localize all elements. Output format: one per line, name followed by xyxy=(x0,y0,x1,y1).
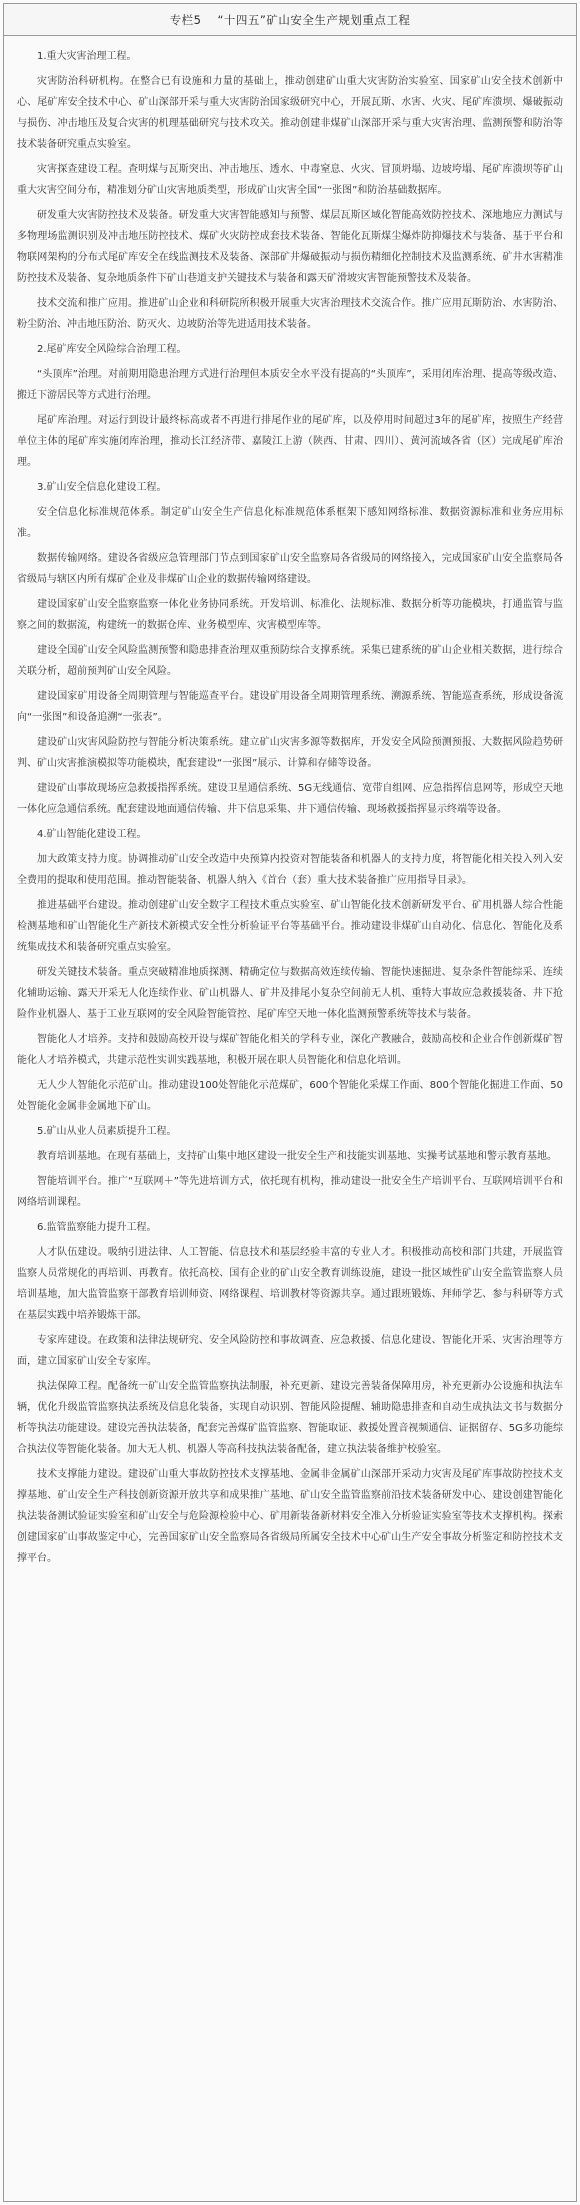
body-paragraph: 建设国家矿山安全监察监察一体化业务协同系统。开发培训、标准化、法规标准、数据分析等功能模块，打通监管与监察之间的数据流，构建统一的数据仓库、业务模型库、灾害模型库等。 xyxy=(17,599,563,631)
body-paragraph: 智能培训平台。推广“互联网＋”等先进培训方式，依托现有机构，推动建设一批安全生产培训平台、互联网培训平台和网络培训课程。 xyxy=(17,1176,563,1208)
column-body xyxy=(4,36,576,1569)
body-paragraph: 推进基础平台建设。推动创建矿山安全数字工程技术重点实验室、矿山智能化技术创新研发平台、矿用机器人综合性能检测基地和矿山智能化生产新技术新模式安全性分析验证平台等基础平台。推动建设非煤矿山自动化、信息化、智能化及系统集成技术和装备研究重点实验室。 xyxy=(17,900,563,953)
body-paragraph: 研发重大灾害防控技术及装备。研发重大灾害智能感知与预警、煤层瓦斯区域化智能高效防控技术、深地地应力测试与多物理场监测识别及冲击地压防控技术、煤矿火灾防控成套技术装备、智能化瓦斯煤尘爆炸防抑爆技术与装备、基于平台和物联网架构的分布式尾矿库安全在线监测技术及装备、深部矿井爆破振动与损伤精细化控制技术及监测系统、矿井水害精准防控技术及装备、复杂地质条件下矿山巷道支护关键技术与装备和露天矿滑坡灾害智能预警技术及装备。 xyxy=(17,210,563,284)
section-heading: 6.监管监察能力提升工程。 xyxy=(37,1222,157,1233)
body-paragraph: 建设矿山事故现场应急救援指挥系统。建设卫星通信系统、5G无线通信、宽带自组网、应急指挥信息网等，形成空天地一体化应急通信系统。配套建设地面通信传输、井下信息采集、井下通信传输、现场救援指挥显示终端等设备。 xyxy=(17,783,563,815)
body-paragraph: 建设矿山灾害风险防控与智能分析决策系统。建立矿山灾害多源等数据库，开发安全风险预测预报、大数据风险趋势研判、矿山灾害推演模拟等功能模块，配套建设“一张图”展示、计算和存储等设备。 xyxy=(17,737,563,769)
body-paragraph: 教育培训基地。在现有基础上，支持矿山集中地区建设一批安全生产和技能实训基地、实操考试基地和警示教育基地。 xyxy=(37,1151,557,1162)
body-paragraph: 建设国家矿用设备全周期管理与智能巡查平台。建设矿用设备全周期管理系统、溯源系统、智能巡查系统，形成设备流向“一张图”和设备追溯“一张表”。 xyxy=(17,691,563,723)
body-paragraph: 无人少人智能化示范矿山。推动建设100处智能化示范煤矿，600个智能化采煤工作面、800个智能化掘进工作面、50处智能化金属非金属地下矿山。 xyxy=(17,1080,563,1112)
body-paragraph: 技术支撑能力建设。建设矿山重大事故防控技术支撑基地、金属非金属矿山深部开采动力灾害及尾矿库事故防控技术支撑基地、矿山安全生产科技创新资源开放共享和成果推广基地、矿山安全监管监察前沿技术装备研发中心、建设创建智能化执法装备测试验证实验室和矿山安全与危险源检验中心、矿用新装备新材料安全准入分析验证实验室等技术支撑机构。探索创建国家矿山事故鉴定中心，完善国家矿山安全监察局各省级局所属安全技术中心矿山生产安全事故分析鉴定和防控技术支撑平台。 xyxy=(17,1469,563,1564)
body-paragraph: 人才队伍建设。吸纳引进法律、人工智能、信息技术和基层经验丰富的专业人才。积极推动高校和部门共建，开展监管监察人员常规化的再培训、再教育。依托高校、国有企业的矿山安全教育训练设施，建设一批区域性矿山安全监管监察人员培训基地，加大监管监察干部教育培训师资、网络课程、培训教材等资源共享。通过跟班锻炼、拜师学艺、参与科研等方式在基层实践中培养锻炼干部。 xyxy=(17,1247,563,1321)
body-paragraph: 安全信息化标准规范体系。制定矿山安全生产信息化标准规范体系框架下感知网络标准、数据资源标准和业务应用标准。 xyxy=(17,507,563,539)
body-paragraph: 建设全国矿山安全风险监测预警和隐患排查治理双重预防综合支撑系统。采集已建系统的矿山企业相关数据，进行综合关联分析，超前预判矿山安全风险。 xyxy=(17,645,563,677)
column-header xyxy=(4,4,576,36)
body-paragraph: 执法保障工程。配备统一矿山安全监管监察执法制服，补充更新、建设完善装备保障用房，补充更新办公设施和执法车辆，优化升级监管监察执法系统及信息化装备，实现自动识别、智能风险提醒、辅助隐患排查和自动生成执法文书与数据分析等执法功能建设。建设完善执法装备，配套完善煤矿监管监察、智能取证、救援处置音视频通信、证据留存、5G多功能综合执法仪等智能化装备。加大无人机、机器人等高科技执法装备配备，建立执法装备维护校验室。 xyxy=(17,1381,563,1455)
body-paragraph: 技术交流和推广应用。推进矿山企业和科研院所积极开展重大灾害治理技术交流合作。推广应用瓦斯防治、水害防治、粉尘防治、冲击地压防治、防灭火、边坡防治等先进适用技术装备。 xyxy=(17,298,563,330)
body-paragraph: 加大政策支持力度。协调推动矿山安全改造中央预算内投资对智能装备和机器人的支持力度，将智能化相关投入列入安全费用的提取和使用范围。推动智能装备、机器人纳入《首台（套）重大技术装备推广应用指导目录》。 xyxy=(17,854,563,886)
body-paragraph: 研发关键技术装备。重点突破精准地质探测、精确定位与数据高效连续传输、智能快速掘进、复杂条件智能综采、连续化辅助运输、露天开采无人化连续作业、矿山机器人、矿井及排尾小复杂空间前无人机、重特大事故应急救援装备、井下抢险作业机器人、基于工业互联网的安全风险智能管控、尾矿库空天地一体化监测预警系统等技术与装备。 xyxy=(17,967,563,1020)
body-paragraph: 数据传输网络。建设各省级应急管理部门节点到国家矿山安全监察局各省级局的网络接入，完成国家矿山安全监察局各省级局与辖区内所有煤矿企业及非煤矿山企业的数据传输网络建设。 xyxy=(17,553,563,585)
column-title: “十四五”矿山安全生产规划重点工程 xyxy=(217,12,411,27)
body-paragraph: 灾害探查建设工程。查明煤与瓦斯突出、冲击地压、透水、中毒窒息、火灾、冒顶坍塌、边坡垮塌、尾矿库溃坝等矿山重大灾害空间分布，精准划分矿山灾害地质类型，形成矿山灾害全国“一张图”和防治基础数据库。 xyxy=(17,164,563,196)
body-paragraph: 灾害防治科研机构。在整合已有设施和力量的基础上，推动创建矿山重大灾害防治实验室、国家矿山安全技术创新中心、尾矿库安全技术中心、矿山深部开采与重大灾害防治国家级研究中心，开展瓦斯、水害、火灾、尾矿库溃坝、爆破振动与损伤、冲击地压及复合灾害的机理基础研究与技术攻关。推动创建非煤矿山深部开采与重大灾害治理、监测预警和防治等技术装备研究重点实验室。 xyxy=(17,76,563,150)
section-heading: 4.矿山智能化建设工程。 xyxy=(37,829,147,840)
body-paragraph: “头顶库”治理。对前期用隐患治理方式进行治理但本质安全水平没有提高的“头顶库”，采用闭库治理、提高等级改造、搬迁下游居民等方式进行治理。 xyxy=(17,369,563,401)
section-heading: 2.尾矿库安全风险综合治理工程。 xyxy=(37,344,187,355)
column-label: 专栏5 xyxy=(169,12,202,27)
section-heading: 1.重大灾害治理工程。 xyxy=(37,51,137,62)
section-heading: 3.矿山安全信息化建设工程。 xyxy=(37,482,167,493)
section-heading: 5.矿山从业人员素质提升工程。 xyxy=(37,1126,177,1137)
body-paragraph: 智能化人才培养。支持和鼓励高校开设与煤矿智能化相关的学科专业，深化产教融合，鼓励高校和企业合作创新煤矿智能化人才培养模式，共建示范性实训实践基地，积极开展在职人员智能化和信息化培训。 xyxy=(17,1034,563,1066)
column-box xyxy=(3,3,577,2202)
body-paragraph: 专家库建设。在政策和法律法规研究、安全风险防控和事故调查、应急救援、信息化建设、智能化开采、灾害治理等方面，建立国家矿山安全专家库。 xyxy=(17,1335,563,1367)
body-paragraph: 尾矿库治理。对运行到设计最终标高或者不再进行排尾作业的尾矿库，以及停用时间超过3年的尾矿库，按照生产经营单位主体的尾矿库实施闭库治理，推动长江经济带、嘉陵江上游（陕西、甘肃、四川）、黄河流域各省（区）完成尾矿库治理。 xyxy=(17,415,563,468)
